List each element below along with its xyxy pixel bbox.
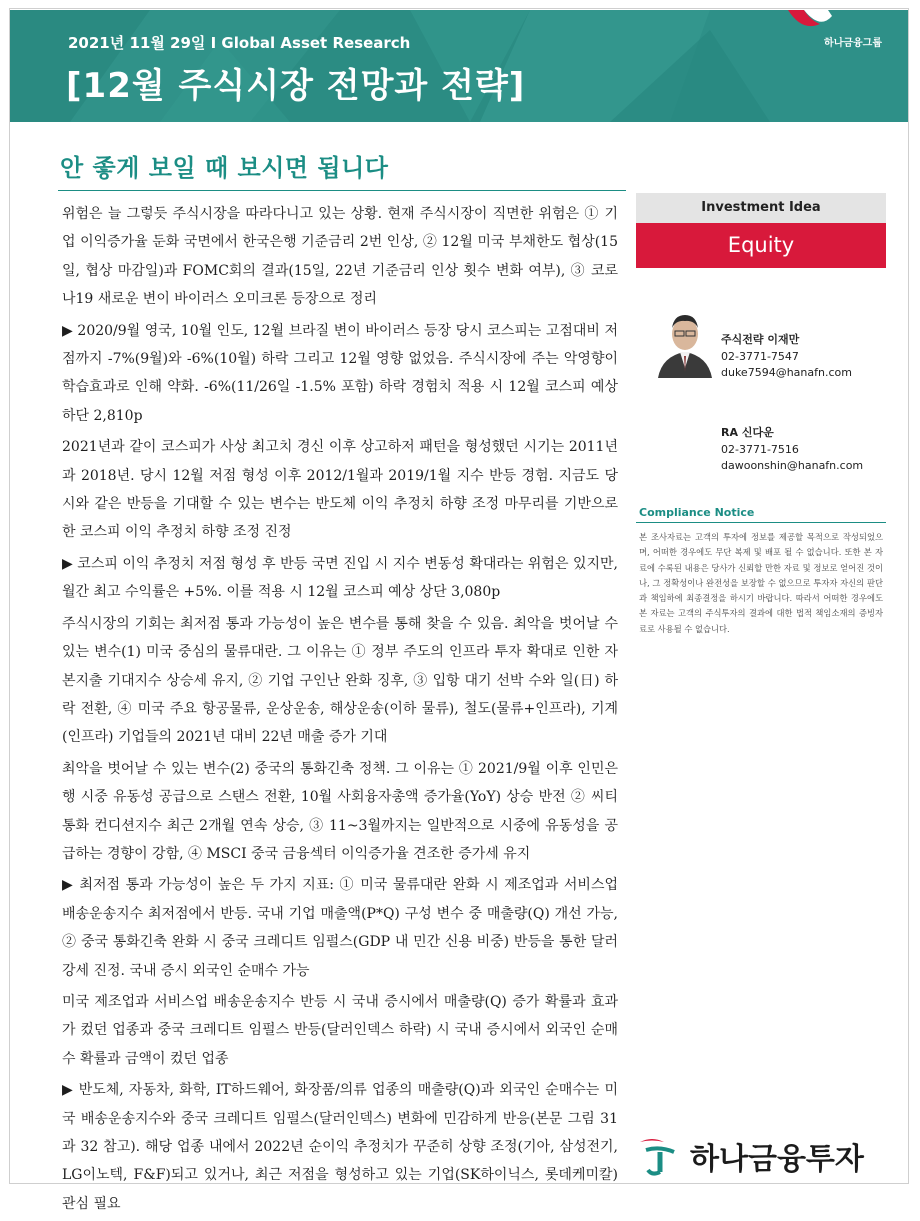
investment-idea-label: Investment Idea xyxy=(636,193,886,223)
analyst-name: 주식전략 이재만 xyxy=(721,333,800,346)
summary-body xyxy=(62,200,618,1221)
report-header xyxy=(10,10,908,122)
headline-rule xyxy=(58,190,626,191)
analyst-phone: 02-3771-7547 xyxy=(721,350,799,363)
analyst-email: duke7594@hanafn.com xyxy=(721,366,852,379)
summary-paragraph: ▶ 2020/9월 영국, 10월 인도, 12월 브라질 변이 바이러스 등장 당시 코스피는 고점대비 저점까지 -7%(9월)와 -6%(10월) 하락 그리고 12월 영향 없었음. 주식시장에 주는 악영향이 학습효과로 인해 약화. -6%(11/26일 -1.5% 포함) 하락 경험치 적용 시 12월 코스피 예상 하단 2,810p xyxy=(62,322,618,424)
analyst-email: dawoonshin@hanafn.com xyxy=(721,459,864,472)
summary-paragraph: 2021년과 같이 코스피가 사상 최고치 경신 이후 상고하저 패턴을 형성했던 시기는 2011년과 2018년. 당시 12월 저점 형성 이후 2012/1월과 2019/1월 지수 반등 경험. 지금도 당시와 같은 반등을 기대할 수 있는 변수는 반도체 이익 추정치 하향 조정 마무리를 기반으로 한 코스피 이익 추정치 하향 조정 진정 xyxy=(62,439,618,541)
sidebar xyxy=(636,193,886,268)
summary-paragraph: ▶ 반도체, 자동차, 화학, IT하드웨어, 화장품/의류 업종의 매출량(Q)과 외국인 순매수는 미국 배송운송지수와 중국 크레디트 임펄스(달러인덱스) 변화에 민감하게 반응(본문 그림 31과 32 참고). 해당 업종 내에서 2022년 순이익 추정치가 꾸준히 상향 조정(기아, 삼성전기, LG이노텍, F&F)되고 있거나, 최근 저점을 형성하고 있는 기업(SK하이닉스, 롯데케미칼) 관심 필요 xyxy=(62,1082,618,1212)
compliance-title: Compliance Notice xyxy=(639,506,755,519)
analyst-name: RA 신다운 xyxy=(721,426,774,439)
summary-paragraph: 주식시장의 기회는 최저점 통과 가능성이 높은 변수를 통해 찾을 수 있음. 최악을 벗어날 수 있는 변수(1) 미국 중심의 물류대란. 그 이유는 ① 정부 주도의 인프라 투자 확대로 인한 자본지출 기대지수 상승세 유지, ② 기업 구인난 완화 징후, ③ 입항 대기 선박 수와 일(日) 하락 전환, ④ 미국 주요 항공물류, 운상운송, 해상운송(이하 물류), 철도(물류+인프라), 기계(인프라) 기업들의 2021년 대비 22년 매출 증가 기대 xyxy=(62,615,618,746)
summary-paragraph: ▶ 최저점 통과 가능성이 높은 두 가지 지표: ① 미국 물류대란 완화 시 제조업과 서비스업 배송운송지수 최저점에서 반등. 국내 기업 매출액(P*Q) 구성 변수 중 매출량(Q) 개선 가능, ② 중국 통화긴축 완화 시 중국 크레디트 임펄스(GDP 내 민간 신용 비중) 반등을 통한 달러강세 진정. 국내 증시 외국인 순매수 가능 xyxy=(62,877,618,979)
analyst-phone: 02-3771-7516 xyxy=(721,443,799,456)
analyst-photo xyxy=(654,306,716,378)
hana-logo-text: 하나금융투자 xyxy=(690,1142,864,1177)
report-date: 2021년 11월 29일 I Global Asset Research xyxy=(68,34,411,52)
report-title: [12월 주식시장 전망과 전략] xyxy=(66,66,526,106)
equity-badge: Equity xyxy=(636,223,886,268)
summary-paragraph: 미국 제조업과 서비스업 배송운송지수 반등 시 국내 증시에서 매출량(Q) 증가 확률과 효과가 컸던 업종과 중국 크레디트 임펄스 반등(달러인덱스 하락) 시 국내 증시에서 외국인 순매수 확률과 금액이 컸던 업종 xyxy=(62,993,618,1067)
analyst-info-2 xyxy=(721,424,863,475)
headline: 안 좋게 보일 때 보시면 됩니다 xyxy=(60,154,389,182)
hana-group-logo-text: 하나금융그룹 xyxy=(824,38,882,49)
summary-paragraph: ▶ 코스피 이익 추정치 저점 형성 후 반등 국면 진입 시 지수 변동성 확대라는 위험은 있지만, 월간 최고 수익률은 +5%. 이를 적용 시 12월 코스피 예상 상단 3,080p xyxy=(62,555,618,601)
summary-paragraph: 위험은 늘 그렇듯 주식시장을 따라다니고 있는 상황. 현재 주식시장이 직면한 위험은 ① 기업 이익증가율 둔화 국면에서 한국은행 기준금리 2번 인상, ② 12월 미국 부채한도 협상(15일, 협상 마감일)과 FOMC회의 결과(15일, 22년 기준금리 인상 횟수 변화 여부), ③ 코로나19 새로운 변이 바이러스 오미크론 등장으로 정리 xyxy=(62,206,618,308)
compliance-rule xyxy=(636,522,886,523)
analyst-info-1 xyxy=(721,331,852,382)
summary-paragraph: 최악을 벗어날 수 있는 변수(2) 중국의 통화긴축 정책. 그 이유는 ① 2021/9월 이후 인민은행 시중 유동성 공급으로 스탠스 전환, 10월 사회융자총액 증가율(YoY) 상승 반전 ② 씨티 통화 컨디션지수 최근 2개월 연속 상승, ③ 11~3월까지는 일반적으로 시중에 유동성을 공급하는 경향이 강함, ④ MSCI 중국 금융섹터 이익증가율 견조한 증가세 유지 xyxy=(62,760,618,862)
compliance-text: 본 조사자료는 고객의 투자에 정보를 제공할 목적으로 작성되었으며, 어떠한 경우에도 무단 복제 및 배포 될 수 없습니다. 또한 본 자료에 수록된 내용은 당사가 신뢰할 만한 자료 및 정보로 얻어진 것이나, 그 정확성이나 완전성을 보장할 수 없으므로 투자자 자신의 판단과 책임하에 최종결정을 하시기 바랍니다. 따라서 어떠한 경우에도 본 자료는 고객의 주식투자의 결과에 대한 법적 책임소재의 증빙자료로 사용될 수 없습니다. xyxy=(639,532,883,634)
